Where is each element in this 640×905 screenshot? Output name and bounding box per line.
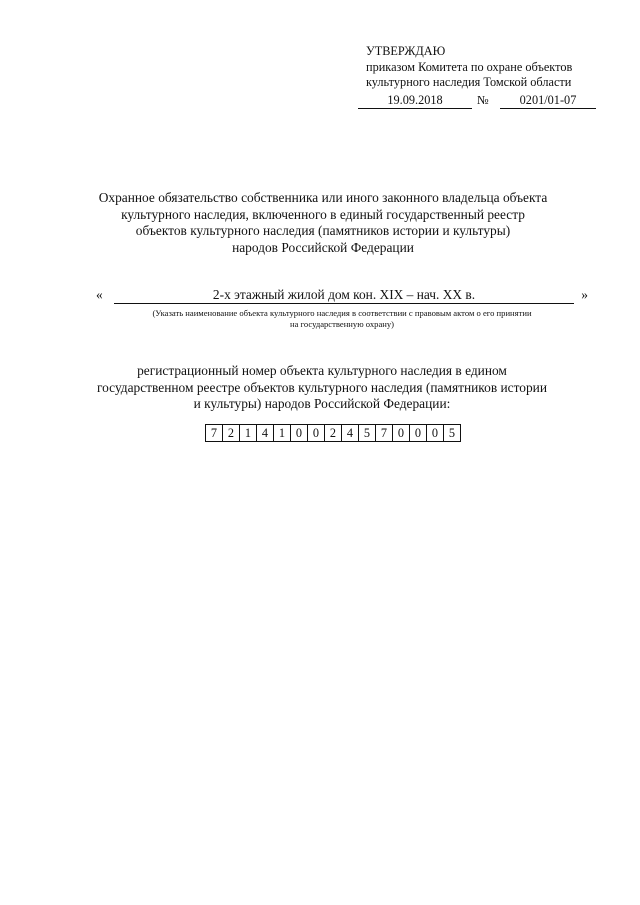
registration-digit: 7 [206,424,223,442]
registration-digit: 0 [393,424,410,442]
approval-block [366,44,606,110]
registration-digit: 1 [240,424,257,442]
registration-digit: 4 [257,424,274,442]
registration-digit: 1 [274,424,291,442]
registration-digit: 2 [223,424,240,442]
approval-number-sign: № [477,92,489,107]
object-name-value: 2-х этажный жилой дом кон. XIX – нач. XX в. [114,286,574,304]
registration-digit: 0 [308,424,325,442]
title-line-3: объектов культурного наследия (памятников истории и культуры) [135,223,511,238]
document-title [60,190,586,256]
approval-line-2: культурного наследия Томской области [366,75,572,89]
registration-digit: 0 [427,424,444,442]
approval-date: 19.09.2018 [358,92,472,109]
approval-line-1: приказом Комитета по охране объектов [366,59,573,74]
registration-digit: 4 [342,424,359,442]
approval-order [366,92,606,110]
approval-number: 0201/01-07 [500,92,596,109]
registration-line-3: и культуры) народов Российской Федерации: [193,396,451,411]
registration-line-1: регистрационный номер объекта культурного наследия в едином [137,363,507,378]
registration-digit: 5 [359,424,376,442]
object-name-hint-line-2: на государственную охрану) [289,318,395,329]
registration-digit: 2 [325,424,342,442]
object-name-row [96,286,594,306]
registration-line-2: государственном реестре объектов культурного наследия (памятников истории [96,379,547,395]
title-line-1: Охранное обязательство собственника или иного законного владельца объекта [98,190,548,205]
registration-digit: 7 [376,424,393,442]
title-line-4: народов Российской Федерации [232,239,414,255]
object-name-open-quote: « [96,287,103,302]
registration-digit: 0 [291,424,308,442]
registration-number-boxes [205,424,461,442]
title-line-2: культурного наследия, включенного в единый государственный реестр [121,206,525,222]
registration-digit: 0 [410,424,427,442]
object-name-close-quote: » [581,287,588,302]
registration-digit: 5 [444,424,461,442]
object-name-hint-line-1: (Указать наименование объекта культурного наследия в соответствии с правовым актом о его принятии [152,308,532,318]
registration-text [70,363,574,413]
approval-heading: УТВЕРЖДАЮ [366,44,446,58]
object-name-hint [86,308,598,329]
